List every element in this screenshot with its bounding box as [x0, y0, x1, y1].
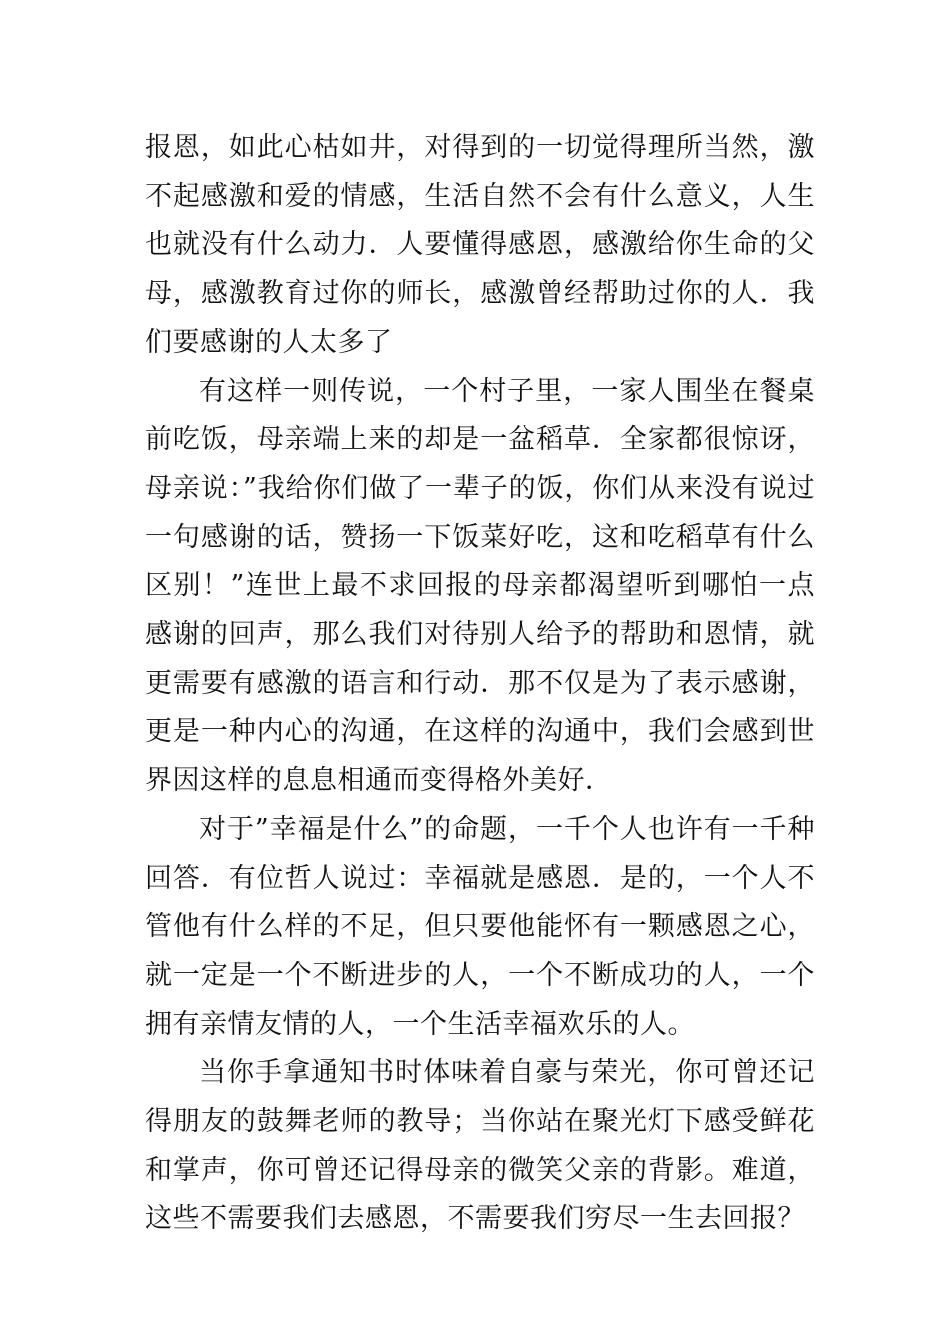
- paragraph-3: 对于”幸福是什么”的命题，一千个人也许有一千种回答．有位哲人说过：幸福就是感恩．是的，一个人不管他有什么样的不足，但只要他能怀有一颗感恩之心，就一定是一个不断进步的人，一个不断成功的人，一个拥有亲情友情的人，一个生活幸福欢乐的人。: [145, 813, 815, 1040]
- document-body: [145, 124, 815, 1244]
- paragraph-2: 有这样一则传说，一个村子里，一家人围坐在餐桌前吃饭，母亲端上来的却是一盆稻草．全家都很惊讶，母亲说：”我给你们做了一辈子的饭，你们从来没有说过一句感谢的话，赞扬一下饭菜好吃，这和吃稻草有什么区别！”连世上最不求回报的母亲都渴望听到哪怕一点感谢的回声，那么我们对待别人给予的帮助和恩情，就更需要有感激的语言和行动．那不仅是为了表示感谢，更是一种内心的沟通，在这样的沟通中，我们会感到世界因这样的息息相通而变得格外美好．: [145, 375, 815, 797]
- paragraph-1: 报恩，如此心枯如井，对得到的一切觉得理所当然，激不起感激和爱的情感，生活自然不会有什么意义，人生也就没有什么动力．人要懂得感恩，感激给你生命的父母，感激教育过你的师长，感激曾经帮助过你的人．我们要感谢的人太多了: [145, 132, 815, 358]
- paragraph-4: 当你手拿通知书时体味着自豪与荣光，你可曾还记得朋友的鼓舞老师的教导；当你站在聚光灯下感受鲜花和掌声，你可曾还记得母亲的微笑父亲的背影。难道，这些不需要我们去感恩，不需要我们穷尽一生去回报？: [145, 1057, 815, 1235]
